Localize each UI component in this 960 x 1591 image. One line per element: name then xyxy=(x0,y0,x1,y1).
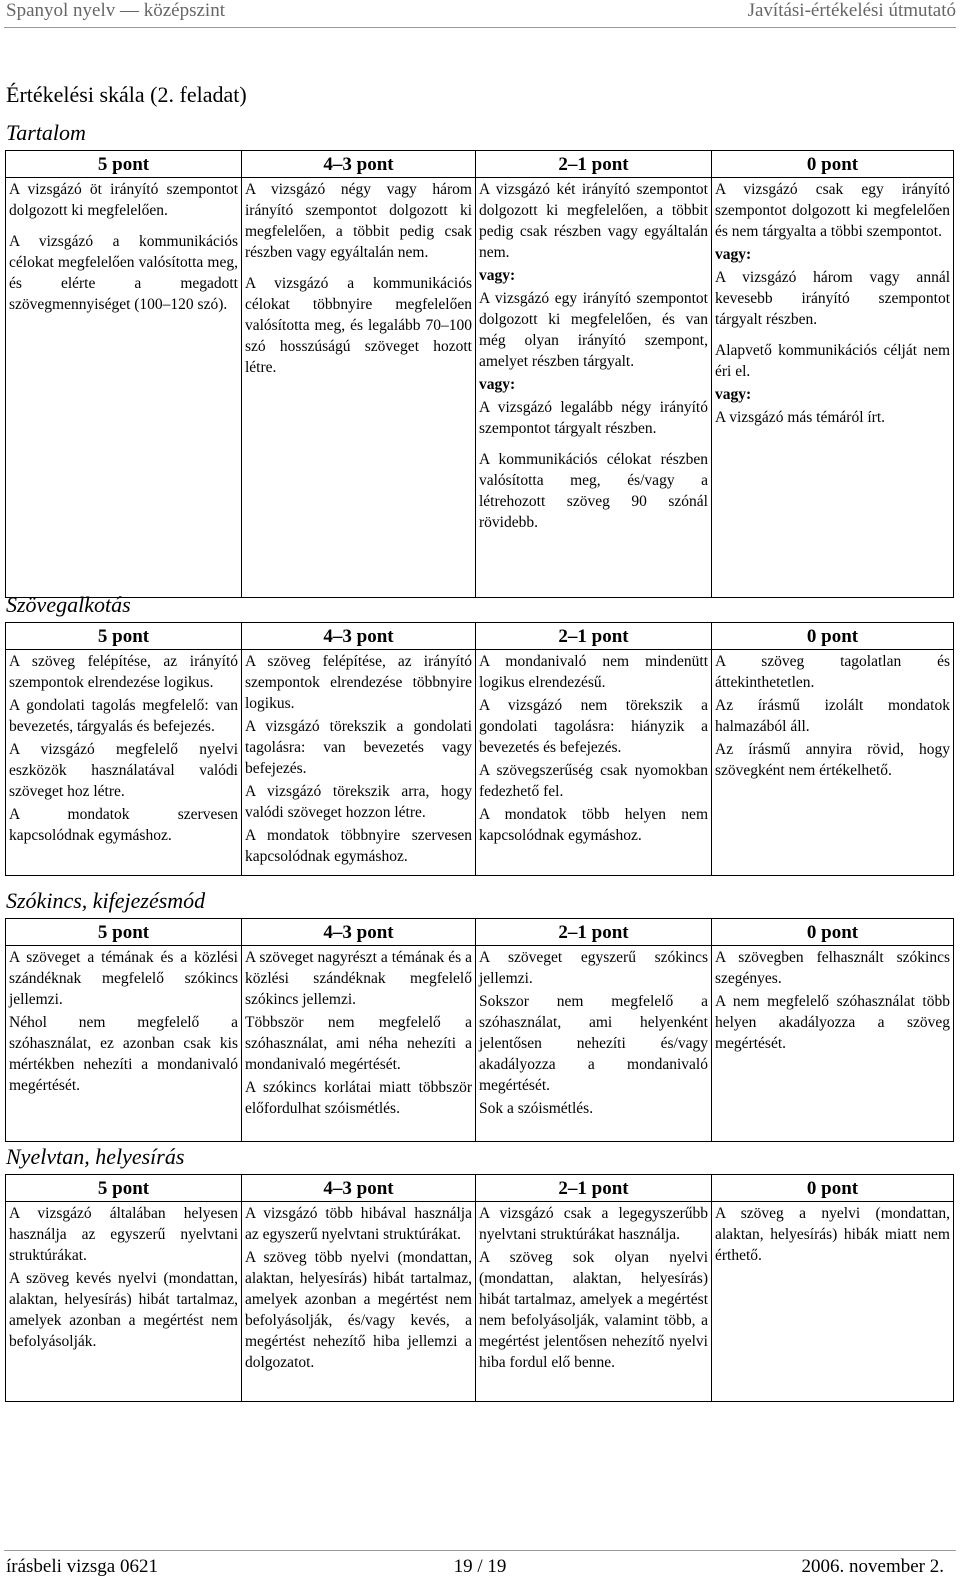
criterion: Sokszor nem megfelelő a szóhasználat, ami helyenként jelentősen nehezíti és/vagy akadályozza a mondanivaló megértését. xyxy=(479,993,708,1094)
col-0-pont: 0 pont xyxy=(712,919,954,946)
criterion: A vizsgázó nem törekszik a gondolati tagolásra: hiányzik a bevezetés és befejezés. xyxy=(479,697,708,756)
section-title-tartalom: Tartalom xyxy=(6,120,86,145)
header-subject: Spanyol nyelv — középszint xyxy=(6,0,225,21)
criterion: A vizsgázó a kommunikációs célokat megfelelően valósította meg, és elérte a megadott szövegmennyiséget (100–120 szó). xyxy=(9,233,238,313)
criterion: A vizsgázó törekszik arra, hogy valódi szöveget hozzon létre. xyxy=(245,783,472,821)
col-4-3-pont: 4–3 pont xyxy=(242,623,476,650)
criterion: A szöveg több nyelvi (mondattan, alaktan, helyesírás) hibát tartalmaz, amelyek azonban a megértést nem befolyásolják, és/vagy kevés, a megértést nehezítő hiba jellemzi a dolgozatot. xyxy=(245,1249,472,1371)
criterion: Az írásmű annyira rövid, hogy szövegként nem értékelhető. xyxy=(715,741,950,779)
or-label: vagy: xyxy=(479,267,516,284)
col-2-1-pont: 2–1 pont xyxy=(476,151,712,178)
cell-0 xyxy=(712,946,954,1142)
cell-2-1 xyxy=(476,946,712,1142)
col-2-1-pont: 2–1 pont xyxy=(476,1175,712,1202)
cell-4-3 xyxy=(242,650,476,876)
criterion: A szöveget nagyrészt a témának és a közlési szándéknak megfelelő szókincs jellemzi. xyxy=(245,949,472,1008)
criterion: A vizsgázó megfelelő nyelvi eszközök használatával valódi szöveget hoz létre. xyxy=(9,741,238,800)
criterion: A szövegszerűség csak nyomokban fedezhető fel. xyxy=(479,762,708,800)
criterion: A mondanivaló nem mindenütt logikus elrendezésű. xyxy=(479,653,708,691)
criterion: A vizsgázó törekszik a gondolati tagolásra: van bevezetés vagy befejezés. xyxy=(245,718,472,777)
criterion: A vizsgázó a kommunikációs célokat többnyire megfelelően valósította meg, és legalább 70–100 szó hosszúságú szöveget hozott létre. xyxy=(245,275,472,376)
col-4-3-pont: 4–3 pont xyxy=(242,1175,476,1202)
table-tartalom xyxy=(5,150,954,598)
section-title-nyelvtan: Nyelvtan, helyesírás xyxy=(6,1144,185,1169)
criterion: Az írásmű izolált mondatok halmazából áll. xyxy=(715,697,950,735)
criterion: A vizsgázó egy irányító szempontot dolgozott ki megfelelően, és van még olyan irányító szempont, amelyet részben tárgyalt. xyxy=(479,290,708,370)
footer-rule xyxy=(4,1550,956,1551)
header-rule xyxy=(4,27,956,28)
criterion: A vizsgázó más témáról írt. xyxy=(715,409,886,426)
cell-4-3 xyxy=(242,946,476,1142)
criterion: Alapvető kommunikációs célját nem éri el. xyxy=(715,342,950,380)
page-header xyxy=(0,0,960,26)
criterion: A vizsgázó négy vagy három irányító szempontot dolgozott ki megfelelően, a többit pedig csak részben vagy egyáltalán nem. xyxy=(245,181,472,261)
criterion: A vizsgázó általában helyesen használja az egyszerű nyelvtani struktúrákat. xyxy=(9,1205,238,1264)
section-title-szokincs: Szókincs, kifejezésmód xyxy=(6,888,206,913)
header-row xyxy=(6,919,954,946)
criterion: A szókincs korlátai miatt többször előfordulhat szóismétlés. xyxy=(245,1079,472,1117)
criterion: A vizsgázó legalább négy irányító szempontot tárgyalt részben. xyxy=(479,399,708,437)
cell-4-3 xyxy=(242,178,476,598)
cell-0 xyxy=(712,650,954,876)
page-title: Értékelési skála (2. feladat) xyxy=(6,82,247,107)
cell-5 xyxy=(6,946,242,1142)
col-5-pont: 5 pont xyxy=(6,623,242,650)
table-row xyxy=(6,946,954,1142)
table-row xyxy=(6,178,954,598)
col-0-pont: 0 pont xyxy=(712,1175,954,1202)
criterion: A vizsgázó két irányító szempontot dolgozott ki megfelelően, a többit pedig csak részben vagy egyáltalán nem. xyxy=(479,181,708,261)
section-title-szovegalkotas: Szövegalkotás xyxy=(6,592,131,617)
criterion: A mondatok több helyen nem kapcsolódnak egymáshoz. xyxy=(479,806,708,844)
header-row xyxy=(6,623,954,650)
col-2-1-pont: 2–1 pont xyxy=(476,919,712,946)
table-row xyxy=(6,1202,954,1402)
criterion: Sok a szóismétlés. xyxy=(479,1100,594,1117)
criterion: A mondatok szervesen kapcsolódnak egymáshoz. xyxy=(9,806,238,844)
criterion: A szöveg a nyelvi (mondattan, alaktan, helyesírás) hibák miatt nem érthető. xyxy=(715,1205,950,1264)
table-szokincs xyxy=(5,918,954,1142)
col-5-pont: 5 pont xyxy=(6,151,242,178)
cell-0 xyxy=(712,178,954,598)
footer-exam-code: írásbeli vizsga 0621 xyxy=(6,1556,158,1577)
table-szovegalkotas xyxy=(5,622,954,876)
cell-5 xyxy=(6,650,242,876)
or-label: vagy: xyxy=(715,386,752,403)
col-4-3-pont: 4–3 pont xyxy=(242,151,476,178)
cell-2-1 xyxy=(476,178,712,598)
criterion: A szövegben felhasznált szókincs szegényes. xyxy=(715,949,950,987)
criterion: A szöveget a témának és a közlési szándéknak megfelelő szókincs jellemzi. xyxy=(9,949,238,1008)
criterion: A vizsgázó három vagy annál kevesebb irányító szempontot tárgyalt részben. xyxy=(715,269,950,328)
col-0-pont: 0 pont xyxy=(712,151,954,178)
page-number: 19 / 19 xyxy=(453,1556,507,1577)
criterion: A gondolati tagolás megfelelő: van bevezetés, tárgyalás és befejezés. xyxy=(9,697,238,735)
criterion: A mondatok többnyire szervesen kapcsolódnak egymáshoz. xyxy=(245,827,472,865)
criterion: A szöveg tagolatlan és áttekinthetetlen. xyxy=(715,653,950,691)
criterion: A szöveg kevés nyelvi (mondattan, alaktan, helyesírás) hibát tartalmaz, amelyek azonban a megértést nem befolyásolják. xyxy=(9,1270,238,1350)
criterion: A szöveget egyszerű szókincs jellemzi. xyxy=(479,949,708,987)
criterion: A szöveg felépítése, az irányító szempontok elrendezése logikus. xyxy=(9,653,238,691)
criterion: A vizsgázó csak egy irányító szempontot dolgozott ki megfelelően és nem tárgyalta a többi szempontot. xyxy=(715,181,950,240)
criterion: A vizsgázó öt irányító szempontot dolgozott ki megfelelően. xyxy=(9,181,238,219)
cell-2-1 xyxy=(476,650,712,876)
cell-5 xyxy=(6,1202,242,1402)
header-row xyxy=(6,1175,954,1202)
table-nyelvtan xyxy=(5,1174,954,1402)
criterion: A nem megfelelő szóhasználat több helyen akadályozza a szöveg megértését. xyxy=(715,993,950,1052)
col-0-pont: 0 pont xyxy=(712,623,954,650)
or-label: vagy: xyxy=(715,246,752,263)
footer-date: 2006. november 2. xyxy=(801,1556,944,1577)
col-4-3-pont: 4–3 pont xyxy=(242,919,476,946)
criterion: A kommunikációs célokat részben valósította meg, és/vagy a létrehozott szöveg 90 szónál rövidebb. xyxy=(479,451,708,531)
criterion: A vizsgázó több hibával használja az egyszerű nyelvtani struktúrákat. xyxy=(245,1205,472,1243)
or-label: vagy: xyxy=(479,376,516,393)
criterion: A szöveg sok olyan nyelvi (mondattan, alaktan, helyesírás) hibát tartalmaz, amelyek a megértést nem befolyásolják, valamint több, a megértést jelentősen nehezítő nyelvi hiba fordul elő benne. xyxy=(479,1249,708,1371)
col-5-pont: 5 pont xyxy=(6,1175,242,1202)
criterion: Többször nem megfelelő a szóhasználat, ami néha nehezíti a mondanivaló megértését. xyxy=(245,1014,472,1073)
header-guide-title: Javítási-értékelési útmutató xyxy=(747,0,956,21)
criterion: A szöveg felépítése, az irányító szempontok elrendezése többnyire logikus. xyxy=(245,653,472,712)
col-5-pont: 5 pont xyxy=(6,919,242,946)
header-row xyxy=(6,151,954,178)
table-row xyxy=(6,650,954,876)
cell-0 xyxy=(712,1202,954,1402)
criterion: A vizsgázó csak a legegyszerűbb nyelvtani struktúrákat használja. xyxy=(479,1205,708,1243)
cell-5 xyxy=(6,178,242,598)
cell-2-1 xyxy=(476,1202,712,1402)
criterion: Néhol nem megfelelő a szóhasználat, ez azonban csak kis mértékben nehezíti a mondanivaló megértését. xyxy=(9,1014,238,1094)
cell-4-3 xyxy=(242,1202,476,1402)
col-2-1-pont: 2–1 pont xyxy=(476,623,712,650)
